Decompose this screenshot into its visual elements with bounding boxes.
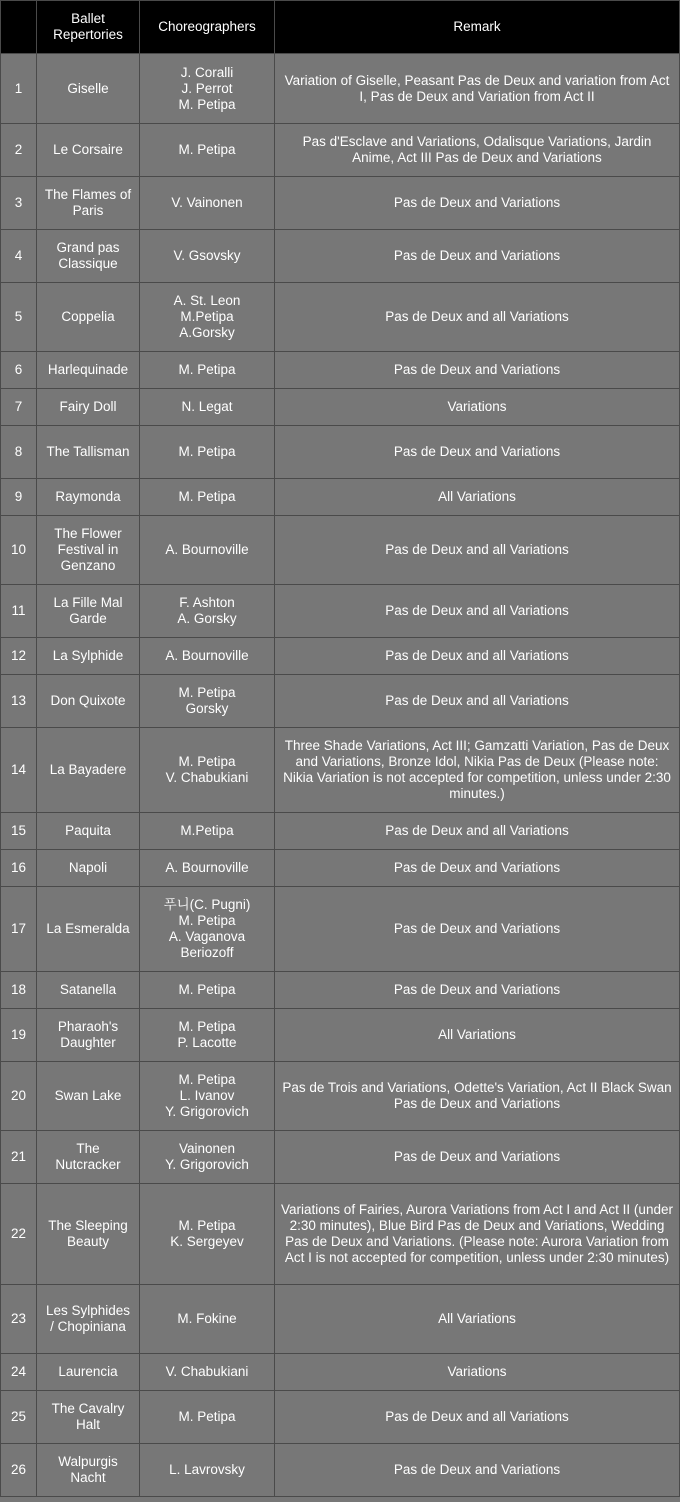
choreographers: M. Petipa xyxy=(140,479,275,516)
remark: Variations of Fairies, Aurora Variations from Act I and Act II (under 2:30 minutes), Blue Bird Pas de Deux and Variations, Wedding Pas de Deux and Variations. (Please note: Aurora Variation from Act I is not accepted for competition, unless under 2:30 minutes) xyxy=(275,1184,680,1285)
ballet-name: Paquita xyxy=(37,813,140,850)
choreographers: A. Bournoville xyxy=(140,516,275,585)
choreographers: A. Bournoville xyxy=(140,638,275,675)
choreographers: M. Fokine xyxy=(140,1285,275,1354)
header-row xyxy=(1,1,680,54)
table-row xyxy=(1,426,680,479)
row-number: 3 xyxy=(1,177,37,230)
choreographers: F. Ashton A. Gorsky xyxy=(140,585,275,638)
remark: Pas de Deux and Variations xyxy=(275,230,680,283)
remark: Pas de Deux and Variations xyxy=(275,177,680,230)
remark: Pas de Deux and all Variations xyxy=(275,675,680,728)
choreographers: M. Petipa K. Sergeyev xyxy=(140,1184,275,1285)
ballet-name: Satanella xyxy=(37,972,140,1009)
ballet-name: Raymonda xyxy=(37,479,140,516)
row-number: 6 xyxy=(1,352,37,389)
ballet-name: Grand pas Classique xyxy=(37,230,140,283)
row-number: 25 xyxy=(1,1391,37,1444)
choreographers: M. Petipa L. Ivanov Y. Grigorovich xyxy=(140,1062,275,1131)
remark: Pas de Deux and Variations xyxy=(275,1131,680,1184)
remark: Pas de Deux and all Variations xyxy=(275,516,680,585)
ballet-name: Don Quixote xyxy=(37,675,140,728)
remark: Pas de Trois and Variations, Odette's Variation, Act II Black Swan Pas de Deux and Variations xyxy=(275,1062,680,1131)
ballet-name: Coppelia xyxy=(37,283,140,352)
table-row xyxy=(1,54,680,124)
remark: All Variations xyxy=(275,1285,680,1354)
row-number: 13 xyxy=(1,675,37,728)
ballet-name: The Flower Festival in Genzano xyxy=(37,516,140,585)
ballet-name: La Bayadere xyxy=(37,728,140,813)
ballet-name: Walpurgis Nacht xyxy=(37,1444,140,1497)
ballet-name: La Esmeralda xyxy=(37,887,140,972)
ballet-name: Laurencia xyxy=(37,1354,140,1391)
table-row xyxy=(1,813,680,850)
row-number: 8 xyxy=(1,426,37,479)
remark: Variations xyxy=(275,1354,680,1391)
remark: Variation of Giselle, Peasant Pas de Deux and variation from Act I, Pas de Deux and Variation from Act II xyxy=(275,54,680,124)
ballet-name: The Cavalry Halt xyxy=(37,1391,140,1444)
ballet-name: Harlequinade xyxy=(37,352,140,389)
choreographers: V. Vainonen xyxy=(140,177,275,230)
remark: Pas de Deux and all Variations xyxy=(275,585,680,638)
remark: Variations xyxy=(275,389,680,426)
row-number: 19 xyxy=(1,1009,37,1062)
remark: Pas de Deux and all Variations xyxy=(275,283,680,352)
table-header xyxy=(1,1,680,54)
remark: Pas de Deux and all Variations xyxy=(275,638,680,675)
table-row xyxy=(1,389,680,426)
row-number: 12 xyxy=(1,638,37,675)
ballet-name: The Flames of Paris xyxy=(37,177,140,230)
table-row xyxy=(1,230,680,283)
remark: All Variations xyxy=(275,479,680,516)
remark: Pas de Deux and all Variations xyxy=(275,1391,680,1444)
choreographers: J. Coralli J. Perrot M. Petipa xyxy=(140,54,275,124)
choreographers: V. Chabukiani xyxy=(140,1354,275,1391)
choreographers: A. Bournoville xyxy=(140,850,275,887)
table-row xyxy=(1,887,680,972)
remark: Pas de Deux and Variations xyxy=(275,850,680,887)
remark: Pas d'Esclave and Variations, Odalisque Variations, Jardin Anime, Act III Pas de Deux and Variations xyxy=(275,124,680,177)
ballet-name: Fairy Doll xyxy=(37,389,140,426)
table-row xyxy=(1,479,680,516)
row-number: 16 xyxy=(1,850,37,887)
table-row xyxy=(1,177,680,230)
ballet-name: Les Sylphides / Chopiniana xyxy=(37,1285,140,1354)
table-body xyxy=(1,54,680,1497)
choreographers: M. Petipa xyxy=(140,972,275,1009)
choreographers: A. St. Leon M.Petipa A.Gorsky xyxy=(140,283,275,352)
table-row xyxy=(1,850,680,887)
table-row xyxy=(1,283,680,352)
choreographers: V. Gsovsky xyxy=(140,230,275,283)
row-number: 23 xyxy=(1,1285,37,1354)
row-number: 4 xyxy=(1,230,37,283)
choreographers: Vainonen Y. Grigorovich xyxy=(140,1131,275,1184)
remark: Pas de Deux and Variations xyxy=(275,352,680,389)
remark: Pas de Deux and all Variations xyxy=(275,813,680,850)
table-row xyxy=(1,1009,680,1062)
ballet-name: Swan Lake xyxy=(37,1062,140,1131)
ballet-name: The Sleeping Beauty xyxy=(37,1184,140,1285)
ballet-name: Le Corsaire xyxy=(37,124,140,177)
row-number: 10 xyxy=(1,516,37,585)
row-number: 11 xyxy=(1,585,37,638)
table-row xyxy=(1,516,680,585)
row-number: 26 xyxy=(1,1444,37,1497)
row-number: 20 xyxy=(1,1062,37,1131)
table-row xyxy=(1,352,680,389)
table-row xyxy=(1,1391,680,1444)
table-row xyxy=(1,124,680,177)
row-number: 9 xyxy=(1,479,37,516)
table-row xyxy=(1,728,680,813)
choreographers: M. Petipa xyxy=(140,1391,275,1444)
choreographers: N. Legat xyxy=(140,389,275,426)
ballet-name: The Tallisman xyxy=(37,426,140,479)
ballet-name: Pharaoh's Daughter xyxy=(37,1009,140,1062)
remark: Three Shade Variations, Act III; Gamzatti Variation, Pas de Deux and Variations, Bronze Idol, Nikia Pas de Deux (Please note: Nikia Variation is not accepted for competition, unless under 2:30 minutes.) xyxy=(275,728,680,813)
remark: Pas de Deux and Variations xyxy=(275,426,680,479)
table-row xyxy=(1,1062,680,1131)
table-row xyxy=(1,675,680,728)
remark: All Variations xyxy=(275,1009,680,1062)
choreographers: M.Petipa xyxy=(140,813,275,850)
header-number xyxy=(1,1,37,54)
table-row xyxy=(1,1444,680,1497)
ballet-name: Giselle xyxy=(37,54,140,124)
ballet-name: La Sylphide xyxy=(37,638,140,675)
row-number: 22 xyxy=(1,1184,37,1285)
choreographers: M. Petipa P. Lacotte xyxy=(140,1009,275,1062)
row-number: 5 xyxy=(1,283,37,352)
table-row xyxy=(1,1285,680,1354)
table-row xyxy=(1,972,680,1009)
ballet-name: Napoli xyxy=(37,850,140,887)
remark: Pas de Deux and Variations xyxy=(275,887,680,972)
remark: Pas de Deux and Variations xyxy=(275,972,680,1009)
choreographers: M. Petipa V. Chabukiani xyxy=(140,728,275,813)
row-number: 2 xyxy=(1,124,37,177)
row-number: 14 xyxy=(1,728,37,813)
table-row xyxy=(1,638,680,675)
table-row xyxy=(1,1184,680,1285)
choreographers: M. Petipa xyxy=(140,124,275,177)
remark: Pas de Deux and Variations xyxy=(275,1444,680,1497)
table-row xyxy=(1,585,680,638)
choreographers: L. Lavrovsky xyxy=(140,1444,275,1497)
ballet-name: The Nutcracker xyxy=(37,1131,140,1184)
table-row xyxy=(1,1354,680,1391)
header-ballet-repertories: Ballet Repertories xyxy=(37,1,140,54)
row-number: 21 xyxy=(1,1131,37,1184)
row-number: 24 xyxy=(1,1354,37,1391)
choreographers: M. Petipa xyxy=(140,426,275,479)
header-remark: Remark xyxy=(275,1,680,54)
row-number: 18 xyxy=(1,972,37,1009)
ballet-name: La Fille Mal Garde xyxy=(37,585,140,638)
row-number: 1 xyxy=(1,54,37,124)
header-choreographers: Choreographers xyxy=(140,1,275,54)
choreographers: 푸니(C. Pugni) M. Petipa A. Vaganova Beriozoff xyxy=(140,887,275,972)
row-number: 15 xyxy=(1,813,37,850)
table-row xyxy=(1,1131,680,1184)
row-number: 17 xyxy=(1,887,37,972)
row-number: 7 xyxy=(1,389,37,426)
choreographers: M. Petipa Gorsky xyxy=(140,675,275,728)
choreographers: M. Petipa xyxy=(140,352,275,389)
